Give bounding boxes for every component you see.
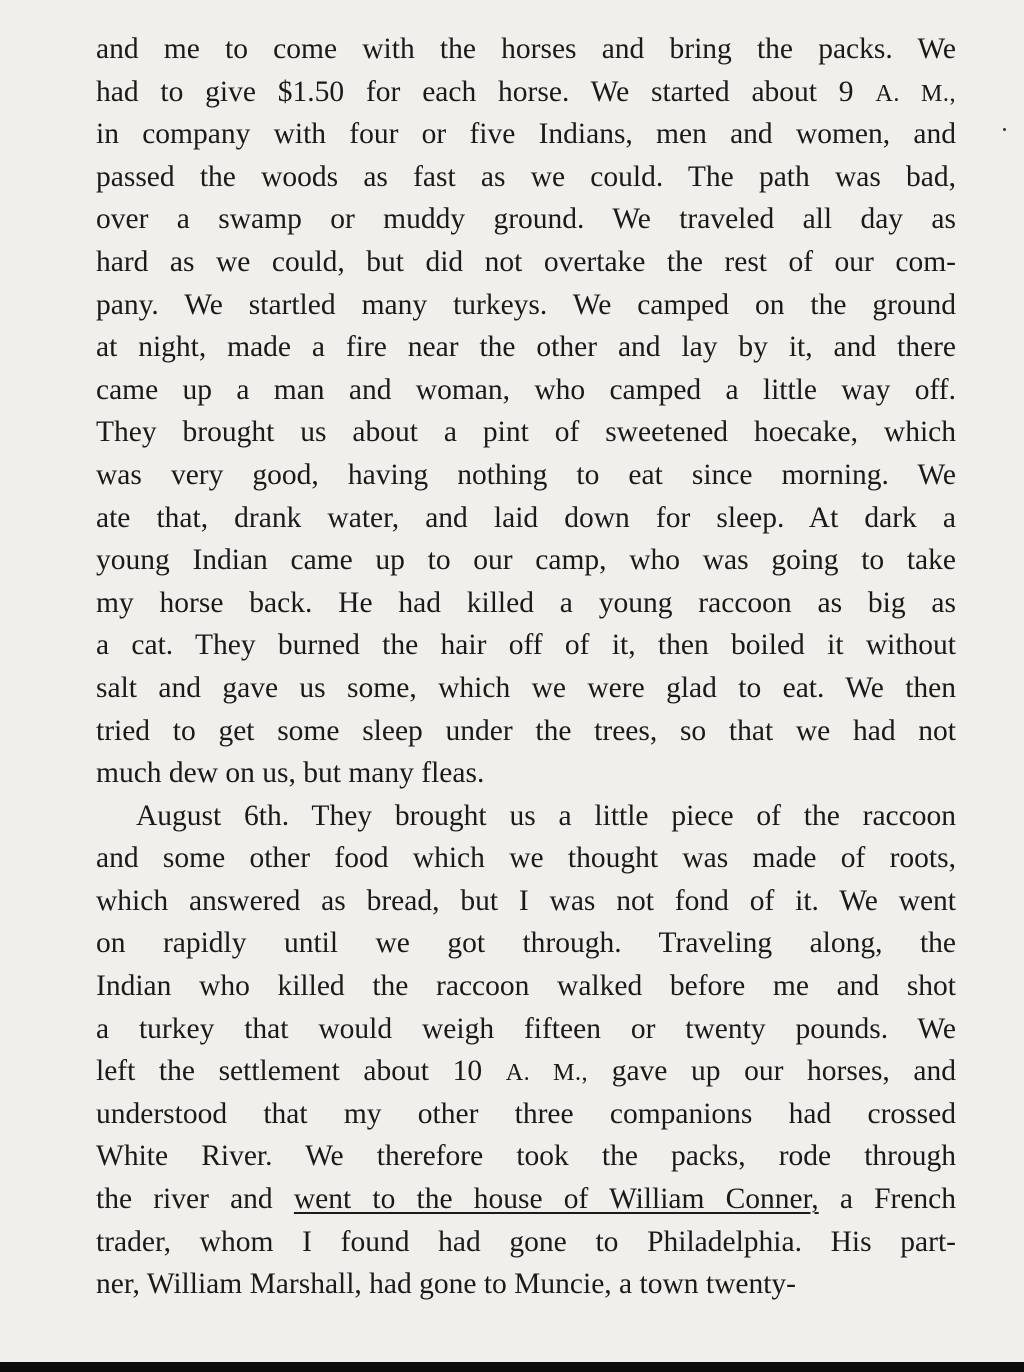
- text-line: young Indian came up to our camp, who was going to take: [96, 544, 956, 577]
- text-line: a cat. They burned the hair off of it, then boiled it without: [96, 629, 956, 662]
- text-line: left the settlement about 10 A. M., gave up our horses, and: [96, 1055, 956, 1088]
- text-line: in company with four or five Indians, men and women, and: [96, 118, 956, 151]
- text-line: over a swamp or muddy ground. We traveled all day as: [96, 203, 956, 236]
- body-text: [96, 28, 956, 1306]
- text-line: tried to get some sleep under the trees, so that we had not: [96, 714, 956, 747]
- text-line: They brought us about a pint of sweetened hoecake, which: [96, 416, 956, 449]
- text-line: White River. We therefore took the packs, rode through: [96, 1140, 956, 1173]
- text-line: passed the woods as fast as we could. The path was bad,: [96, 160, 956, 193]
- text-line: ate that, drank water, and laid down for sleep. At dark a: [96, 501, 956, 534]
- text-line: hard as we could, but did not overtake the rest of our com-: [96, 245, 956, 278]
- paper-speck: [1003, 128, 1006, 131]
- underlined-phrase: went to the house of William Conner,: [293, 1183, 819, 1216]
- text-line: which answered as bread, but I was not fond of it. We went: [96, 884, 956, 917]
- text-line: trader, whom I found had gone to Philadelphia. His part-: [96, 1225, 956, 1258]
- text-line: salt and gave us some, which we were glad to eat. We then: [96, 671, 956, 704]
- text-line: at night, made a fire near the other and lay by it, and there: [96, 331, 956, 364]
- text-line: a turkey that would weigh fifteen or twenty pounds. We: [96, 1012, 956, 1045]
- time-am: A. M.,: [875, 79, 956, 107]
- text-line: on rapidly until we got through. Traveling along, the: [96, 927, 956, 960]
- text-line: August 6th. They brought us a little piece of the raccoon: [136, 799, 956, 832]
- text-line: the river and went to the house of William Conner, a French: [96, 1183, 957, 1216]
- scan-bottom-edge: [0, 1362, 1024, 1372]
- text-line: was very good, having nothing to eat since morning. We: [96, 458, 956, 491]
- text-line: pany. We startled many turkeys. We camped on the ground: [96, 288, 956, 321]
- text-line: had to give $1.50 for each horse. We started about 9 A. M.,: [96, 75, 956, 108]
- text-line: and me to come with the horses and bring the packs. We: [96, 33, 956, 65]
- text-line: understood that my other three companions had crossed: [96, 1097, 956, 1130]
- text-line: came up a man and woman, who camped a little way off.: [96, 373, 956, 406]
- text-line: much dew on us, but many fleas.: [96, 757, 485, 790]
- time-am: A. M.,: [505, 1059, 589, 1087]
- text-line: and some other food which we thought was made of roots,: [96, 842, 956, 875]
- text-line: ner, William Marshall, had gone to Muncie, a town twenty-: [96, 1268, 797, 1301]
- text-line: Indian who killed the raccoon walked before me and shot: [96, 970, 956, 1003]
- text-line: my horse back. He had killed a young raccoon as big as: [96, 586, 956, 619]
